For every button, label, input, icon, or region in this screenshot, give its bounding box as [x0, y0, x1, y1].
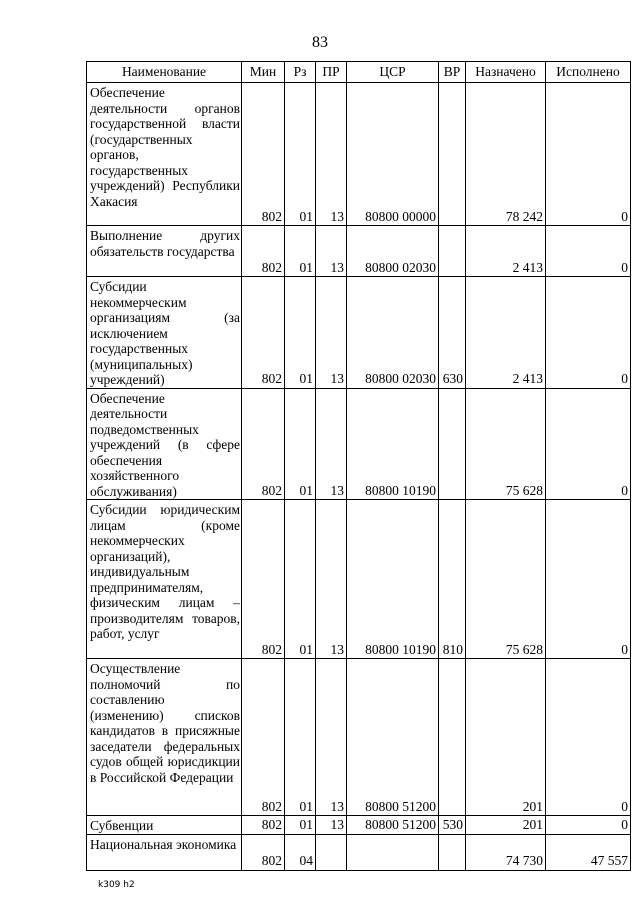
row-assigned: 2 413 — [466, 277, 546, 389]
row-min: 802 — [242, 659, 285, 816]
row-vr: 530 — [439, 816, 466, 835]
row-name: Субсидии юридическим лицам (кроме некоммерческих организаций), индивидуальным предпринимателям, физическим лицам – производителям товаров, работ, услуг — [87, 500, 242, 659]
row-vr — [439, 226, 466, 277]
header-csr: ЦСР — [347, 62, 439, 83]
row-pr: 13 — [316, 500, 347, 659]
row-pr: 13 — [316, 816, 347, 835]
row-assigned: 201 — [466, 816, 546, 835]
row-pr: 13 — [316, 277, 347, 389]
row-executed: 0 — [546, 659, 631, 816]
row-name: Осуществление полномочий по составлению (изменению) списков кандидатов в присяжные заседатели федеральных судов общей юрисдикции в Российской Федерации — [87, 659, 242, 816]
header-rz: Рз — [285, 62, 316, 83]
row-assigned: 201 — [466, 659, 546, 816]
row-executed: 0 — [546, 277, 631, 389]
table-row — [87, 659, 631, 816]
row-min: 802 — [242, 277, 285, 389]
row-rz: 01 — [285, 388, 316, 500]
row-name: Выполнение других обязательств государства — [87, 226, 242, 277]
row-csr: 80800 02030 — [347, 226, 439, 277]
row-csr: 80800 51200 — [347, 659, 439, 816]
row-rz: 04 — [285, 834, 316, 870]
row-executed: 0 — [546, 388, 631, 500]
row-assigned: 75 628 — [466, 500, 546, 659]
row-assigned: 78 242 — [466, 83, 546, 226]
header-min: Мин — [242, 62, 285, 83]
row-rz: 01 — [285, 83, 316, 226]
table-row — [87, 500, 631, 659]
row-name: Обеспечение деятельности органов государственной власти (государственных органов, государственных учреждений) Республики Хакасия — [87, 83, 242, 226]
row-min: 802 — [242, 834, 285, 870]
row-executed: 0 — [546, 816, 631, 835]
row-csr: 80800 10190 — [347, 388, 439, 500]
row-pr: 13 — [316, 83, 347, 226]
row-vr — [439, 659, 466, 816]
footer-code: k309 h2 — [98, 880, 135, 890]
row-min: 802 — [242, 388, 285, 500]
table-row — [87, 834, 631, 870]
row-rz: 01 — [285, 500, 316, 659]
row-name: Субсидии некоммерческим организациям (за исключением государственных (муниципальных) учреждений) — [87, 277, 242, 389]
row-assigned: 75 628 — [466, 388, 546, 500]
row-vr — [439, 388, 466, 500]
budget-table — [86, 61, 631, 871]
row-min: 802 — [242, 83, 285, 226]
row-rz: 01 — [285, 816, 316, 835]
row-executed: 0 — [546, 500, 631, 659]
header-name: Наименование — [87, 62, 242, 83]
row-vr — [439, 83, 466, 226]
row-min: 802 — [242, 226, 285, 277]
row-executed: 0 — [546, 226, 631, 277]
row-name: Национальная экономика — [87, 834, 242, 870]
table-row — [87, 83, 631, 226]
row-csr: 80800 02030 — [347, 277, 439, 389]
row-csr: 80800 10190 — [347, 500, 439, 659]
row-vr: 810 — [439, 500, 466, 659]
row-executed: 0 — [546, 83, 631, 226]
table-row — [87, 277, 631, 389]
row-pr: 13 — [316, 226, 347, 277]
table-header-row — [87, 62, 631, 83]
row-name: Субвенции — [87, 816, 242, 835]
header-assigned: Назначено — [466, 62, 546, 83]
table-row — [87, 388, 631, 500]
row-csr: 80800 00000 — [347, 83, 439, 226]
row-name: Обеспечение деятельности подведомственных учреждений (в сфере обеспечения хозяйственного обслуживания) — [87, 388, 242, 500]
row-min: 802 — [242, 500, 285, 659]
row-rz: 01 — [285, 226, 316, 277]
row-vr — [439, 834, 466, 870]
row-pr — [316, 834, 347, 870]
row-rz: 01 — [285, 277, 316, 389]
row-assigned: 74 730 — [466, 834, 546, 870]
row-pr: 13 — [316, 388, 347, 500]
row-rz: 01 — [285, 659, 316, 816]
header-executed: Исполнено — [546, 62, 631, 83]
page-number: 83 — [312, 34, 328, 51]
row-pr: 13 — [316, 659, 347, 816]
row-vr: 630 — [439, 277, 466, 389]
table-row — [87, 226, 631, 277]
header-pr: ПР — [316, 62, 347, 83]
row-csr: 80800 51200 — [347, 816, 439, 835]
row-executed: 47 557 — [546, 834, 631, 870]
table-row — [87, 816, 631, 835]
header-vr: ВР — [439, 62, 466, 83]
row-min: 802 — [242, 816, 285, 835]
row-assigned: 2 413 — [466, 226, 546, 277]
row-csr — [347, 834, 439, 870]
